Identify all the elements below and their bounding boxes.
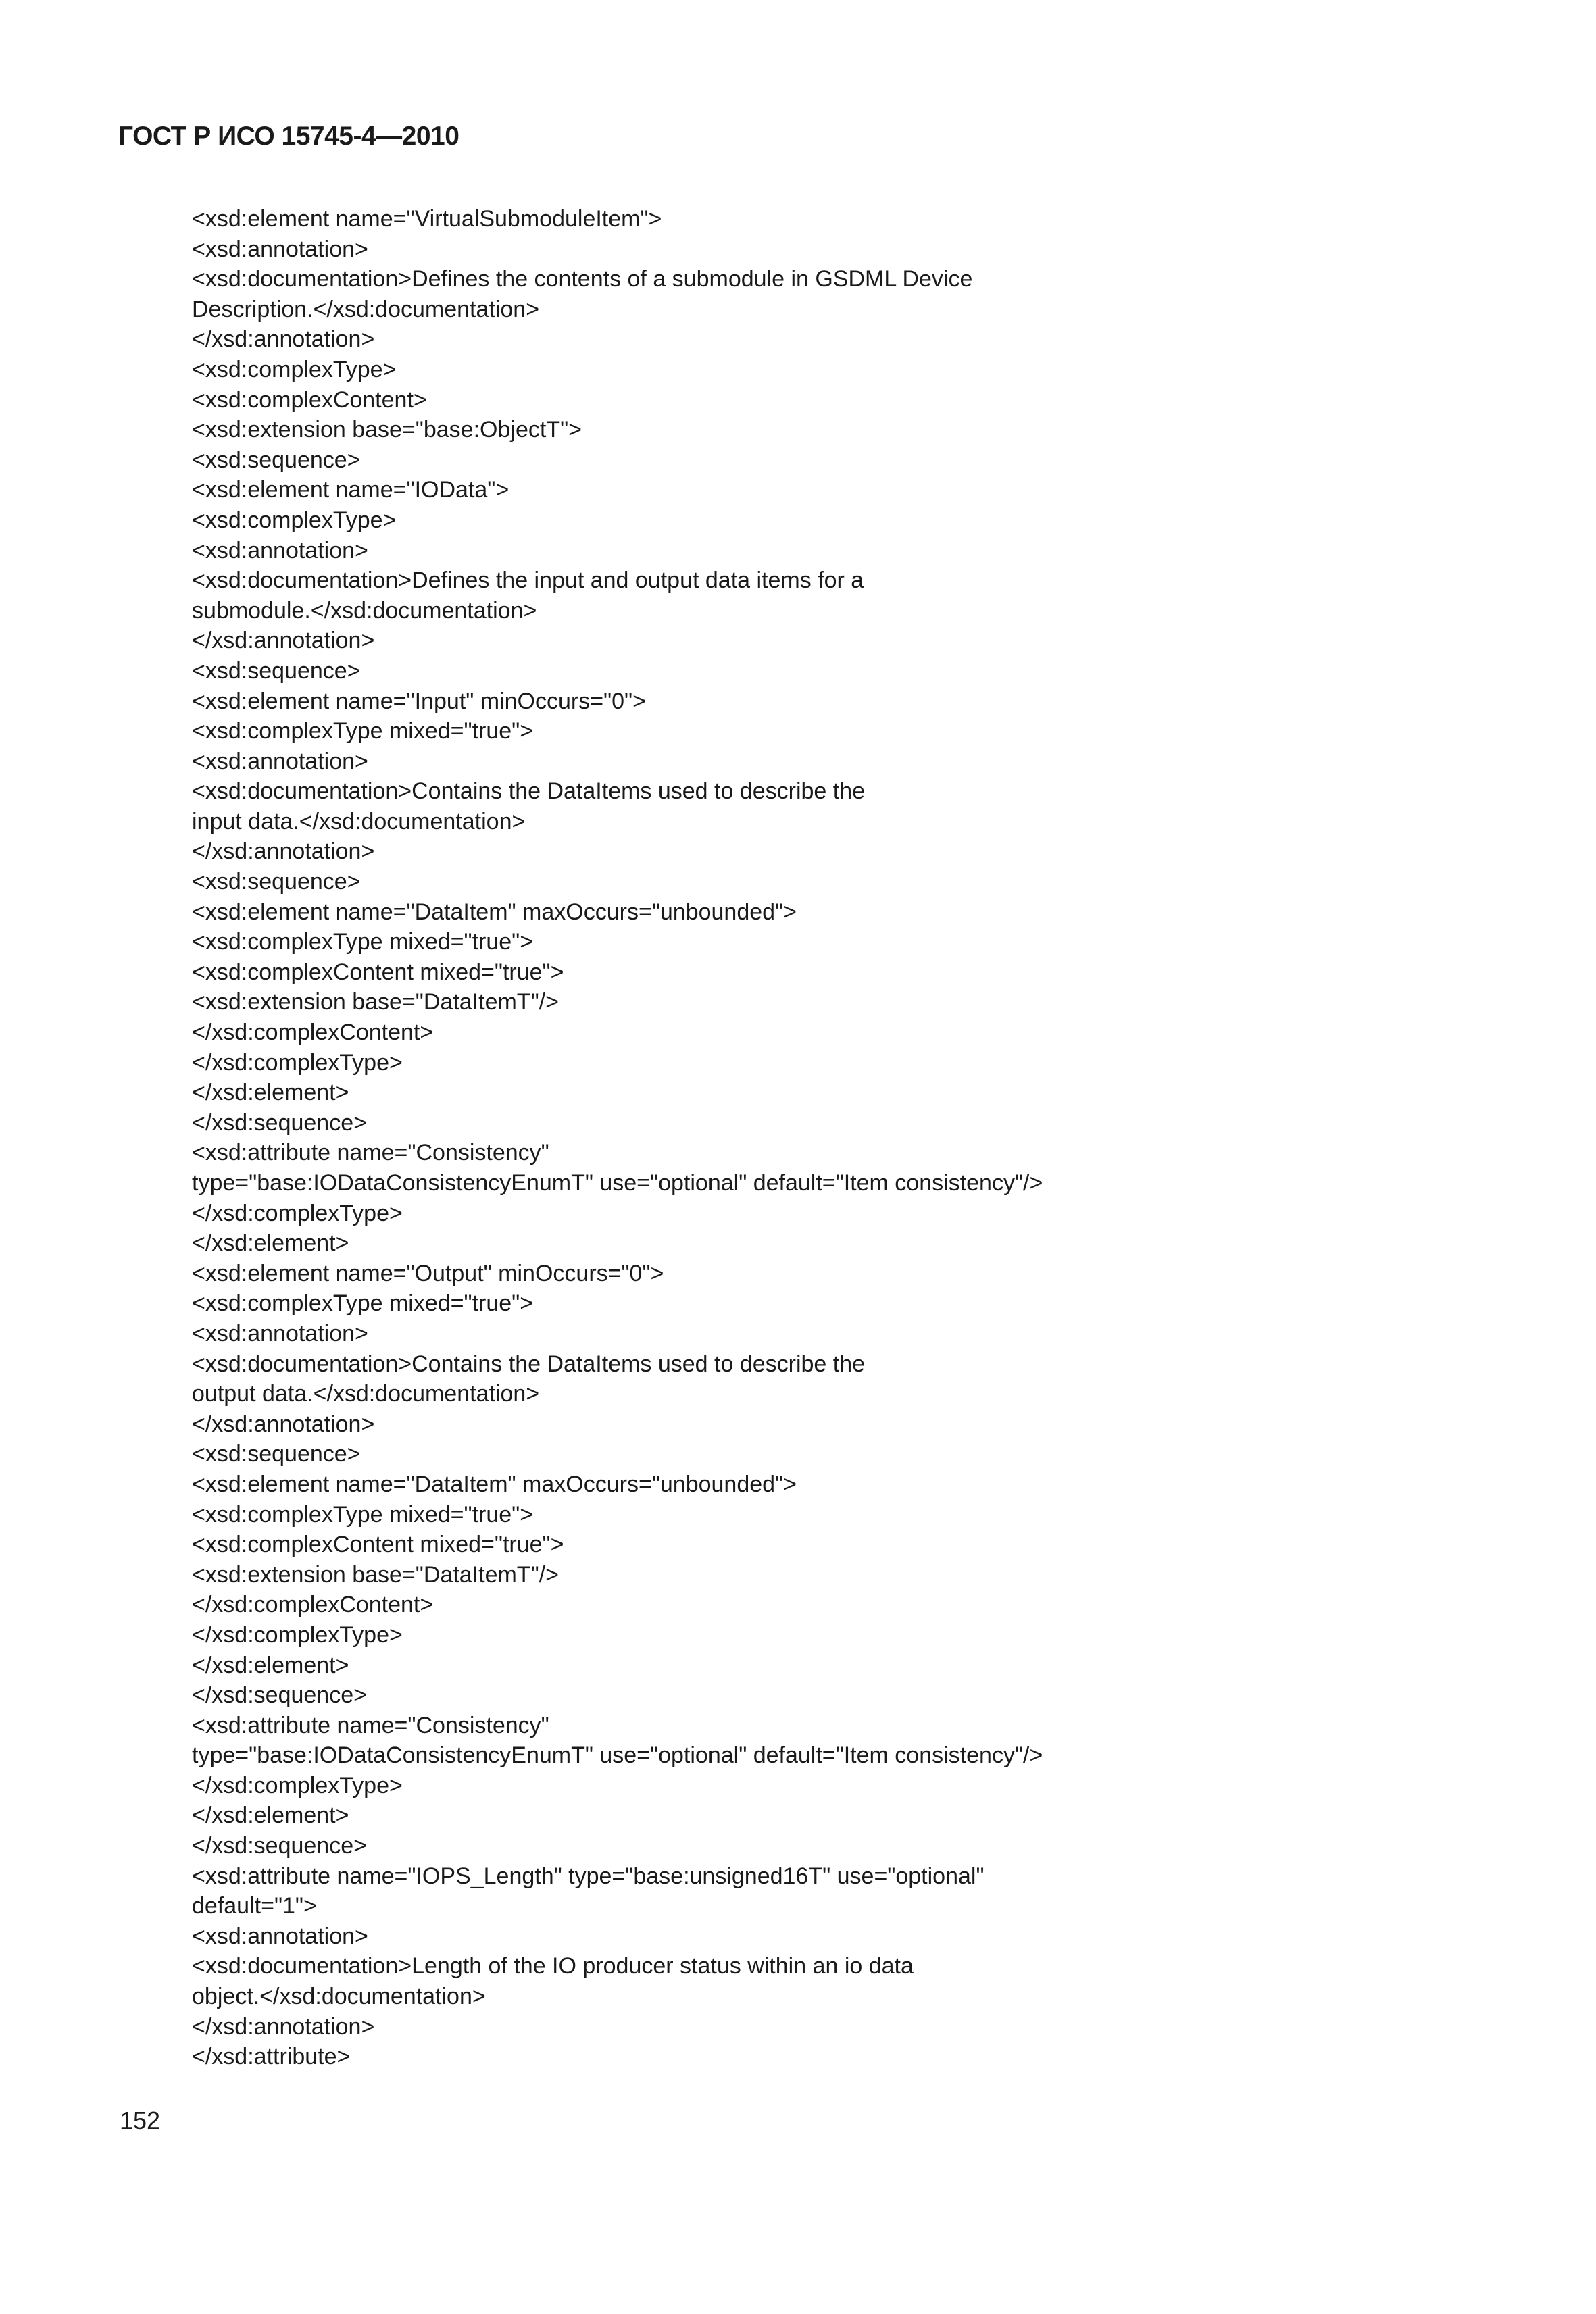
code-line: </xsd:complexContent>	[192, 1020, 434, 1046]
code-line: <xsd:documentation>Defines the contents of a submodule in GSDML Device	[192, 266, 973, 293]
code-line: <xsd:annotation>	[192, 537, 368, 563]
code-line: type="base:IODataConsistencyEnumT" use="optional" default="Item consistency"/>	[192, 1170, 1043, 1196]
code-line: </xsd:complexType>	[192, 1772, 403, 1799]
code-line: <xsd:documentation>Defines the input and output data items for a	[192, 568, 864, 594]
code-line: <xsd:complexType mixed="true">	[192, 1290, 534, 1317]
code-line: <xsd:documentation>Contains the DataItems used to describe the	[192, 1351, 866, 1377]
code-line: <xsd:complexType mixed="true">	[192, 929, 534, 955]
code-line: <xsd:extension base="DataItemT"/>	[192, 1561, 559, 1588]
code-line: </xsd:annotation>	[192, 838, 375, 865]
code-line: <xsd:annotation>	[192, 748, 368, 774]
code-line: <xsd:element name="Output" minOccurs="0">	[192, 1260, 664, 1286]
code-line: </xsd:annotation>	[192, 326, 375, 353]
document-header: ГОСТ Р ИСО 15745-4—2010	[118, 122, 459, 151]
code-line: </xsd:attribute>	[192, 2044, 351, 2070]
code-line: Description.</xsd:documentation>	[192, 296, 540, 322]
code-line: <xsd:element name="DataItem" maxOccurs="unbounded">	[192, 1471, 797, 1497]
code-line: <xsd:documentation>Length of the IO producer status within an io data	[192, 1953, 914, 1980]
code-line: <xsd:complexType>	[192, 356, 397, 382]
code-line: <xsd:attribute name="Consistency"	[192, 1712, 549, 1738]
xsd-code-listing	[192, 204, 1408, 2072]
code-line: </xsd:complexType>	[192, 1621, 403, 1648]
code-line: </xsd:complexType>	[192, 1200, 403, 1226]
code-line: <xsd:complexContent mixed="true">	[192, 959, 564, 985]
code-line: <xsd:annotation>	[192, 1320, 368, 1347]
code-line: <xsd:extension base="DataItemT"/>	[192, 989, 559, 1015]
code-line: <xsd:attribute name="IOPS_Length" type="base:unsigned16T" use="optional"	[192, 1863, 984, 1889]
code-line: <xsd:complexType mixed="true">	[192, 1501, 534, 1528]
code-line: <xsd:complexType>	[192, 507, 397, 533]
code-line: </xsd:element>	[192, 1803, 349, 1829]
code-line: object.</xsd:documentation>	[192, 1984, 486, 2010]
code-line: </xsd:annotation>	[192, 2013, 375, 2040]
code-line: <xsd:documentation>Contains the DataItems used to describe the	[192, 778, 866, 805]
code-line: </xsd:element>	[192, 1652, 349, 1678]
code-line: <xsd:complexContent>	[192, 386, 427, 413]
code-line: <xsd:element name="VirtualSubmoduleItem">	[192, 206, 662, 232]
code-line: default="1">	[192, 1893, 317, 1919]
code-line: <xsd:annotation>	[192, 1923, 368, 1949]
code-line: output data.</xsd:documentation>	[192, 1381, 540, 1407]
code-line: </xsd:sequence>	[192, 1682, 367, 1709]
code-line: <xsd:element name="DataItem" maxOccurs="unbounded">	[192, 899, 797, 925]
code-line: </xsd:sequence>	[192, 1833, 367, 1859]
code-line: submodule.</xsd:documentation>	[192, 597, 537, 624]
code-line: </xsd:complexContent>	[192, 1592, 434, 1618]
code-line: </xsd:sequence>	[192, 1109, 367, 1136]
code-line: input data.</xsd:documentation>	[192, 808, 526, 834]
code-line: <xsd:extension base="base:ObjectT">	[192, 417, 582, 443]
code-line: </xsd:complexType>	[192, 1049, 403, 1076]
code-line: <xsd:complexType mixed="true">	[192, 718, 534, 745]
code-line: <xsd:complexContent mixed="true">	[192, 1532, 564, 1558]
code-line: </xsd:element>	[192, 1230, 349, 1257]
code-line: <xsd:attribute name="Consistency"	[192, 1140, 549, 1166]
code-line: </xsd:element>	[192, 1080, 349, 1106]
code-line: <xsd:sequence>	[192, 1441, 361, 1467]
code-line: </xsd:annotation>	[192, 628, 375, 654]
code-line: <xsd:sequence>	[192, 447, 361, 473]
page-number: 152	[120, 2107, 161, 2134]
code-line: <xsd:element name="IOData">	[192, 477, 509, 503]
code-line: </xsd:annotation>	[192, 1411, 375, 1437]
code-line: <xsd:sequence>	[192, 657, 361, 684]
code-line: type="base:IODataConsistencyEnumT" use="optional" default="Item consistency"/>	[192, 1742, 1043, 1769]
code-line: <xsd:annotation>	[192, 236, 368, 262]
code-line: <xsd:element name="Input" minOccurs="0">	[192, 688, 646, 714]
code-line: <xsd:sequence>	[192, 869, 361, 895]
